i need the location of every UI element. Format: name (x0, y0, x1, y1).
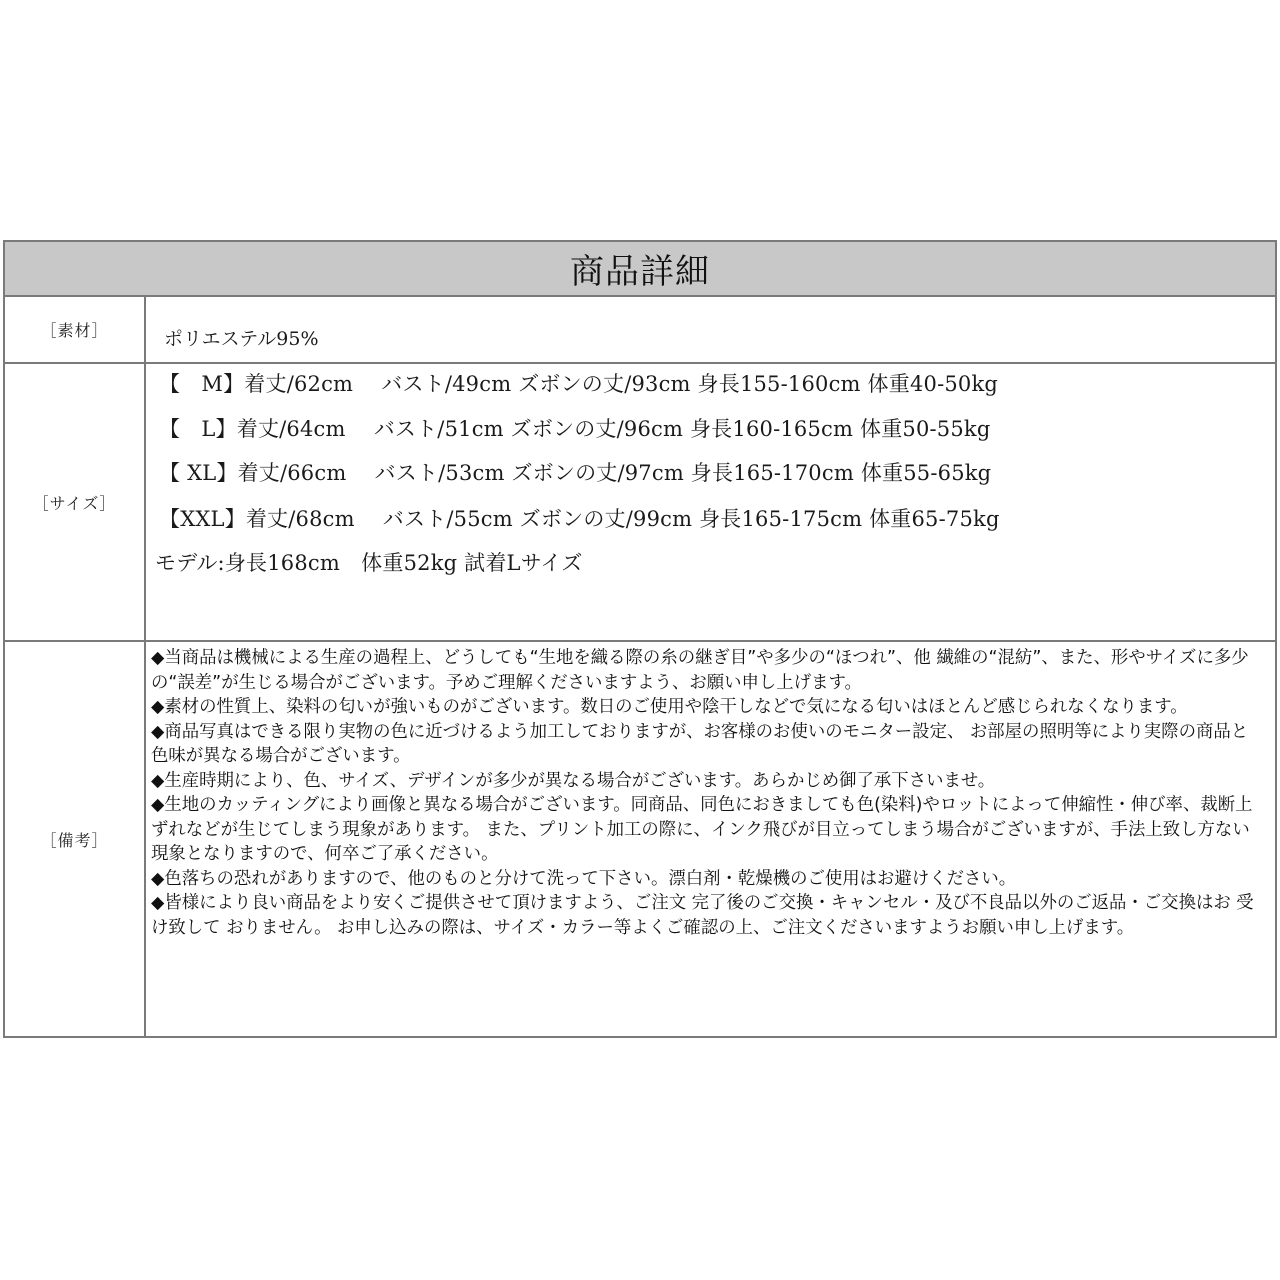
material-value: ポリエステル95% (164, 328, 319, 350)
size-value-cell (146, 364, 1275, 640)
remark-item: ◆生地のカッティングにより画像と異なる場合がございます。同商品、同色におきましても色(染料)やロットによって伸縮性・伸び率、裁断上ずれなどが生じてしまう現象があります。 また、プリント加工の際に、インク飛びが目立ってしまう場合がございますが、手法上致し方ない現象となりますので、何卒ご了承ください。 (151, 795, 1253, 864)
remarks-text (151, 646, 1261, 940)
remarks-label: ［備考］ (5, 642, 146, 1036)
table-title: 商品詳細 (5, 242, 1275, 297)
remarks-row (5, 642, 1275, 1036)
remarks-value-cell (146, 642, 1275, 1036)
product-details-table (3, 240, 1277, 1038)
remark-item: ◆当商品は機械による生産の過程上、どうしても“生地を織る際の糸の継ぎ目”や多少の“ほつれ”、他 繊維の“混紡”、また、形やサイズに多少の“誤差”が生じる場合がございます。予めご理解くださいますよう、お願い申し上げます。 (151, 648, 1249, 693)
size-line-m: 【 M】着丈/62cm バスト/49cm ズボンの丈/93cm 身長155-160cm 体重40-50kg (159, 372, 999, 396)
size-label: ［サイズ］ (5, 364, 146, 640)
material-value-cell (146, 297, 1275, 362)
material-row (5, 297, 1275, 364)
size-line-xxl: 【XXL】着丈/68cm バスト/55cm ズボンの丈/99cm 身長165-175cm 体重65-75kg (159, 507, 1000, 531)
size-row (5, 364, 1275, 642)
model-note: モデル:身長168cm 体重52kg 試着Lサイズ (155, 551, 583, 575)
remark-item: ◆色落ちの恐れがありますので、他のものと分けて洗って下さい。漂白剤・乾燥機のご使用はお避けください。 (151, 868, 1017, 889)
material-label: ［素材］ (5, 297, 146, 362)
size-line-l: 【 L】着丈/64cm バスト/51cm ズボンの丈/96cm 身長160-165cm 体重50-55kg (159, 417, 991, 441)
remark-item: ◆商品写真はできる限り実物の色に近づけるよう加工しておりますが、お客様のお使いのモニター設定、 お部屋の照明等により実際の商品と色味が異なる場合がございます。 (151, 721, 1249, 766)
remark-item: ◆生産時期により、色、サイズ、デザインが多少が異なる場合がございます。あらかじめ御了承下さいませ。 (151, 770, 996, 791)
remark-item: ◆素材の性質上、染料の匂いが強いものがございます。数日のご使用や陰干しなどで気になる匂いはほとんど感じられなくなります。 (151, 697, 1188, 717)
size-line-xl: 【 XL】着丈/66cm バスト/53cm ズボンの丈/97cm 身長165-170cm 体重55-65kg (159, 461, 992, 485)
remark-item: ◆皆様により良い商品をより安くご提供させて頂けますよう、ご注文 完了後のご交換・キャンセル・及び不良品以外のご返品・ご交換はお 受け致して おりません。 お申し込みの際は、サイズ・カラー等よくご確認の上、ご注文くださいますようお願い申し上げます。 (151, 893, 1254, 938)
